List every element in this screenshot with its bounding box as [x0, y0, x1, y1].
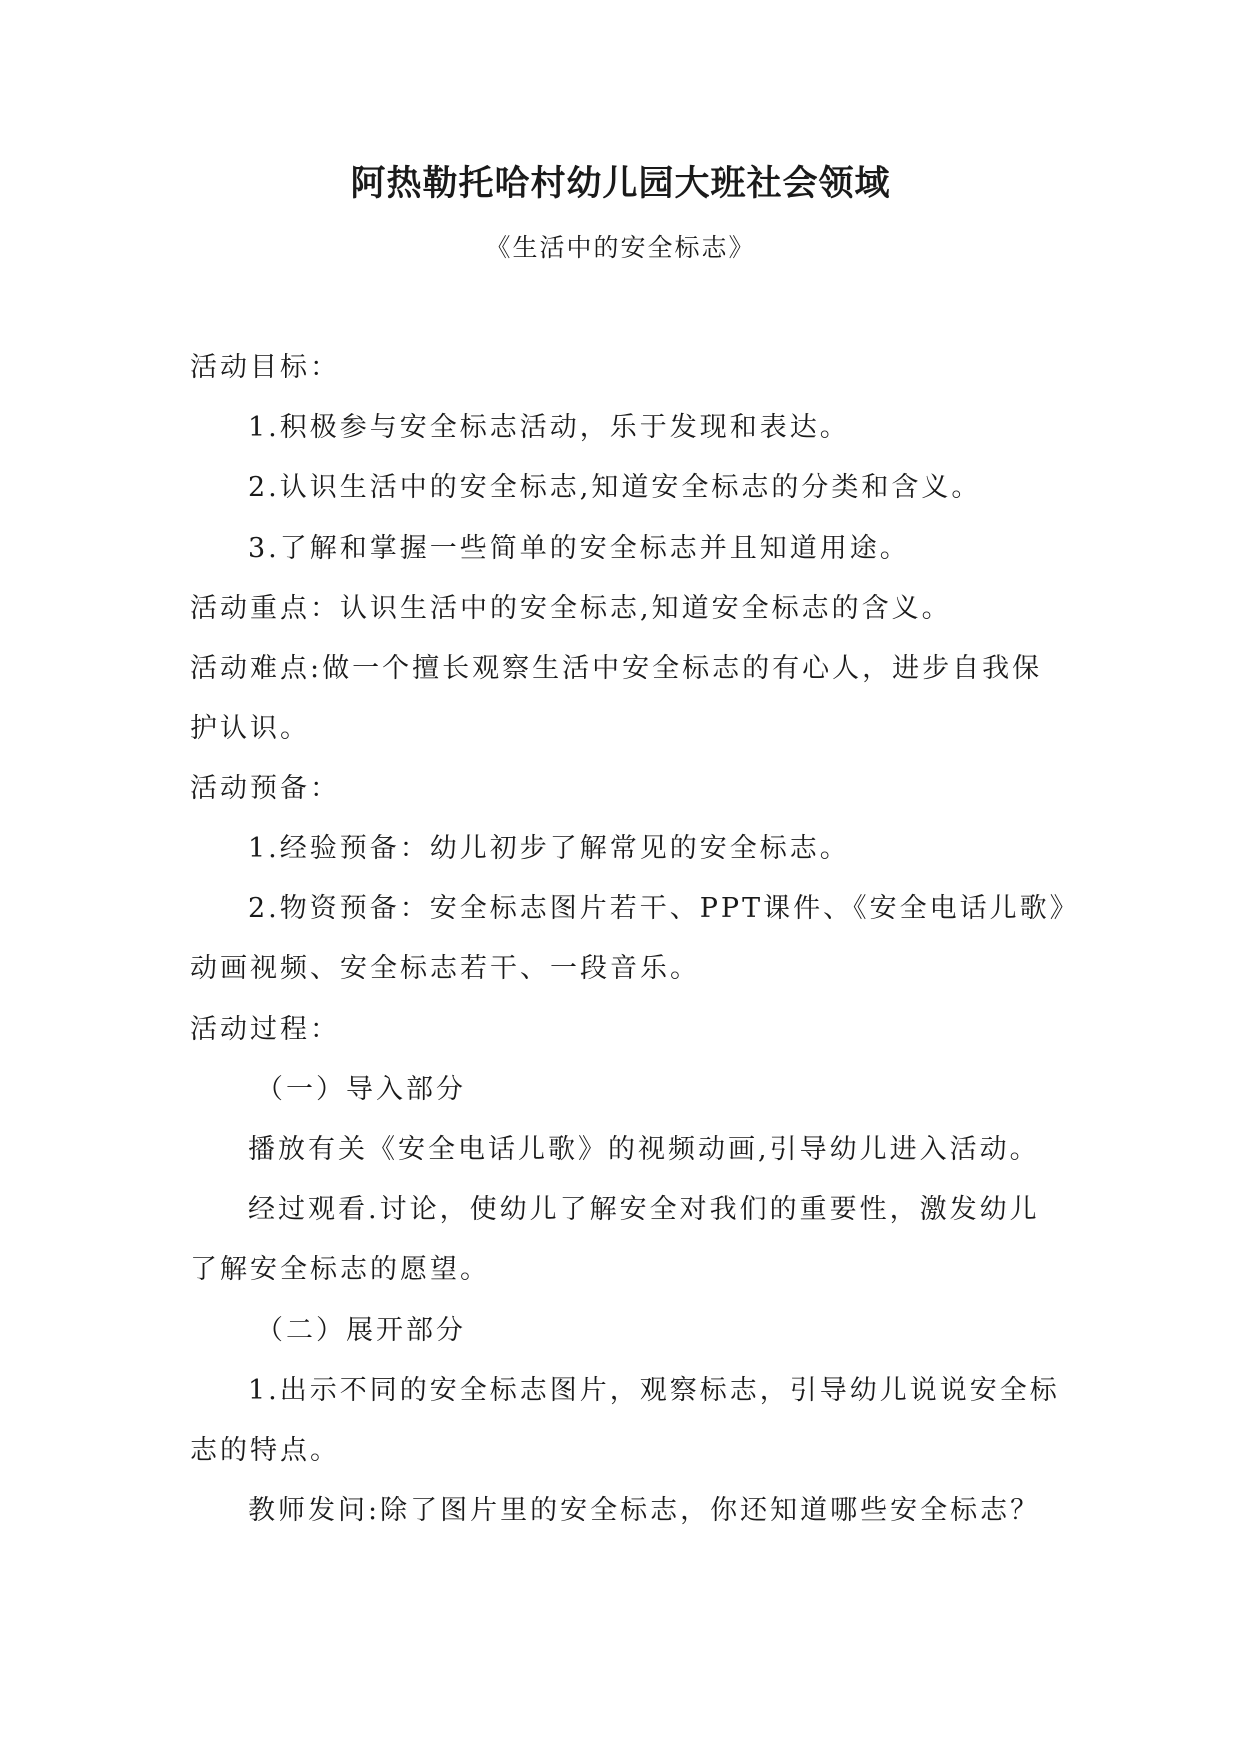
document-subtitle: 《生活中的安全标志》 — [485, 233, 756, 262]
key-point-line: 活动重点：认识生活中的安全标志,知道安全标志的含义。 — [190, 593, 952, 624]
section-heading-preparation: 活动预备： — [190, 773, 340, 804]
preparation-item-2-cont: 动画视频、安全标志若干、一段音乐。 — [190, 953, 700, 984]
preparation-item-1: 1.经验预备：幼儿初步了解常见的安全标志。 — [248, 833, 850, 864]
difficulty-line-2: 护认识。 — [190, 713, 310, 744]
goal-item-1: 1.积极参与安全标志活动，乐于发现和表达。 — [248, 412, 850, 443]
subsection-development: （二）展开部分 — [256, 1315, 466, 1346]
goal-item-2: 2.认识生活中的安全标志,知道安全标志的分类和含义。 — [248, 472, 982, 503]
preparation-item-2: 2.物资预备：安全标志图片若干、PPT课件、《安全电话儿歌》 — [248, 893, 1080, 924]
goal-item-3: 3.了解和掌握一些简单的安全标志并且知道用途。 — [248, 533, 910, 564]
development-item-1: 1.出示不同的安全标志图片，观察标志，引导幼儿说说安全标 — [248, 1375, 1060, 1406]
development-item-1-cont: 志的特点。 — [190, 1435, 340, 1466]
section-heading-process: 活动过程： — [190, 1014, 340, 1045]
difficulty-line-1: 活动难点:做一个擅长观察生活中安全标志的有心人，进步自我保 — [190, 653, 1043, 684]
document-title: 阿热勒托哈村幼儿园大班社会领域 — [350, 163, 891, 204]
section-heading-goals: 活动目标： — [190, 352, 340, 383]
subsection-intro: （一）导入部分 — [256, 1074, 466, 1105]
intro-paragraph-2: 经过观看.讨论，使幼儿了解安全对我们的重要性，激发幼儿 — [248, 1194, 1040, 1225]
intro-paragraph-2-cont: 了解安全标志的愿望。 — [190, 1254, 490, 1285]
teacher-question: 教师发问:除了图片里的安全标志，你还知道哪些安全标志？ — [248, 1495, 1041, 1526]
intro-paragraph-1: 播放有关《安全电话儿歌》的视频动画,引导幼儿进入活动。 — [248, 1134, 1040, 1165]
